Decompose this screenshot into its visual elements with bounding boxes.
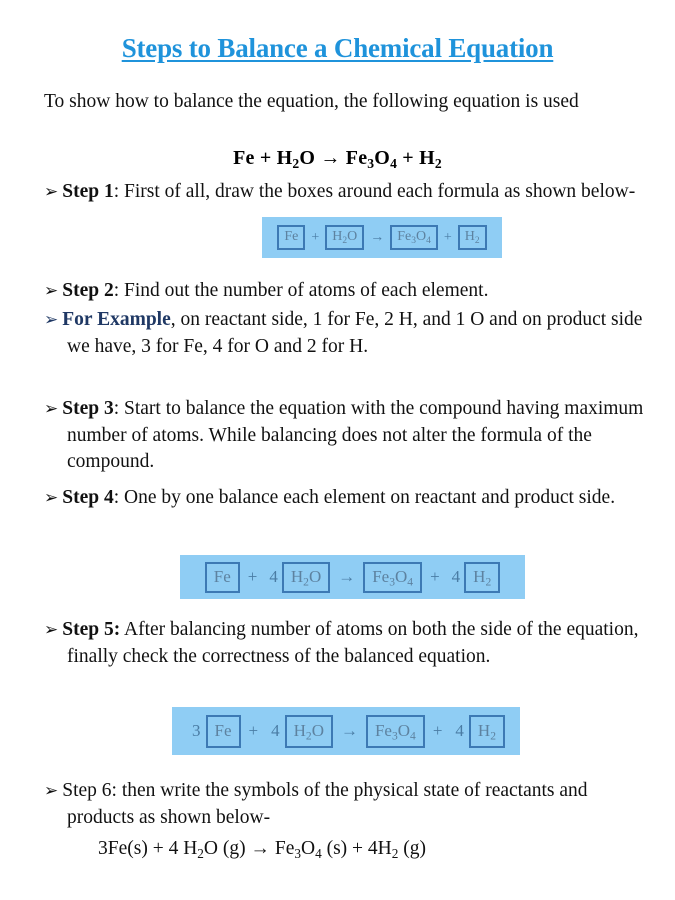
main-eq-reactant-2 (276, 147, 316, 172)
page-title: Steps to Balance a Chemical Equation (121, 33, 554, 63)
h-symbol: H (419, 147, 435, 169)
h-symbol: H (332, 229, 343, 244)
plus-sign: + (443, 229, 452, 245)
o-subscript: 4 (407, 574, 414, 588)
step-item-6 (44, 778, 655, 831)
fe-subscript: 3 (367, 156, 375, 172)
coefficient-fe: 3 (192, 721, 201, 740)
fe-symbol: Fe (214, 720, 232, 740)
fe-subscript: 3 (389, 574, 395, 588)
arrow-bullet-icon: ➢ (44, 781, 59, 800)
boxed-equation-diagram-2 (180, 555, 525, 599)
h-symbol: H (293, 720, 306, 740)
o-symbol: O (347, 229, 358, 244)
fe-symbol: Fe (284, 229, 299, 244)
step-label: Step 4 (62, 487, 114, 508)
plus-sign: + (248, 721, 259, 740)
plus-sign: + (247, 567, 258, 586)
final-eq-part-4: (s) + 4H (321, 838, 392, 859)
step-text: : Start to balance the equation with the compound having maximum number of atoms. While balancing does not alter the formula of the compound. (67, 398, 644, 472)
box-h2 (464, 562, 500, 593)
arrow-bullet-icon: ➢ (44, 620, 59, 639)
box-fe (205, 562, 240, 593)
box-h2o (285, 715, 333, 748)
box-h2 (458, 225, 487, 250)
step-text: : One by one balance each element on reactant and product side. (113, 487, 616, 508)
box-fe3o4 (366, 715, 425, 748)
step-item-3 (44, 396, 665, 476)
coefficient-h2o: 4 (269, 567, 278, 586)
o-symbol: O (374, 147, 391, 169)
arrow-bullet-icon: ➢ (44, 399, 59, 418)
final-eq-sub-2: 3 (294, 845, 301, 861)
step-text: : Find out the number of atoms of each element. (113, 280, 489, 301)
step-item-1 (44, 179, 663, 206)
boxed-equation-diagram-1 (262, 217, 502, 258)
main-eq-reactant-1: Fe (233, 147, 255, 169)
h-symbol: H (290, 566, 304, 586)
box-fe (277, 225, 305, 250)
reaction-arrow: → (370, 229, 385, 245)
arrow-bullet-icon: ➢ (44, 310, 59, 329)
h-subscript: 2 (490, 728, 496, 742)
reaction-arrow: → (338, 567, 356, 586)
step-label: Step 1 (62, 181, 114, 202)
step-text: : First of all, draw the boxes around each formula as shown below- (113, 181, 636, 202)
h-subscript: 2 (485, 574, 492, 588)
arrow-bullet-icon: ➢ (44, 488, 59, 507)
h-symbol: H (473, 566, 486, 586)
final-eq-sub-1: 2 (197, 845, 204, 861)
box-h2 (469, 715, 505, 748)
fe-symbol: Fe (374, 720, 392, 740)
step-item-4 (44, 485, 647, 512)
fe-symbol: Fe (372, 566, 390, 586)
o-subscript: 4 (390, 156, 398, 172)
final-eq-part-3: O (300, 838, 316, 859)
box-h2o (325, 225, 364, 250)
for-example-item (44, 307, 651, 360)
o-symbol: O (299, 147, 316, 169)
o-symbol: O (397, 720, 411, 740)
fe-subscript: 3 (391, 728, 398, 742)
final-eq-part-5: (g) (398, 838, 426, 859)
h-subscript: 2 (292, 156, 300, 172)
fe-subscript: 3 (411, 235, 416, 246)
plus-sign: + (311, 229, 320, 245)
h-symbol: H (477, 720, 491, 740)
intro-paragraph: To show how to balance the equation, the following equation is used (44, 91, 579, 112)
box-h2o (282, 562, 330, 593)
step-item-2 (44, 278, 667, 305)
main-equation (0, 147, 675, 170)
coefficient-h2o: 4 (271, 721, 280, 740)
h-subscript: 2 (474, 235, 480, 246)
h-subscript: 2 (434, 156, 442, 172)
o-symbol: O (311, 720, 324, 740)
arrow-bullet-icon: ➢ (44, 281, 59, 300)
o-subscript: 4 (426, 235, 431, 246)
main-eq-plus-2: + (402, 147, 414, 169)
box-fe (206, 715, 241, 748)
h-symbol: H (276, 147, 293, 169)
main-eq-plus-1: + (259, 147, 272, 169)
step-text: After balancing number of atoms on both the side of the equation, finally check the correctness of the balanced equation. (67, 619, 639, 667)
o-symbol: O (395, 566, 408, 586)
main-eq-product-1 (345, 147, 398, 172)
step-label: Step 2 (62, 280, 114, 301)
o-symbol: O (308, 566, 322, 586)
step-label: Step 3 (62, 398, 114, 419)
o-symbol: O (416, 229, 427, 244)
for-example-label: For Example (62, 309, 171, 330)
plus-sign: + (430, 567, 440, 586)
step-text: then write the symbols of the physical state of reactants and products as shown below- (67, 780, 588, 828)
final-eq-sub-3: 4 (315, 845, 322, 861)
final-eq-sub-4: 2 (391, 845, 399, 861)
boxed-equation-diagram-3 (172, 707, 520, 755)
h-subscript: 2 (305, 728, 312, 742)
fe-symbol: Fe (213, 566, 231, 586)
final-state-equation (98, 836, 426, 862)
arrow-bullet-icon: ➢ (44, 182, 59, 201)
reaction-arrow: → (340, 721, 358, 740)
coefficient-h2: 4 (451, 567, 461, 586)
h-subscript: 2 (303, 574, 309, 588)
fe-symbol: Fe (345, 147, 368, 169)
fe-symbol: Fe (397, 229, 412, 244)
main-eq-arrow: → (320, 147, 341, 169)
box-fe3o4 (390, 225, 438, 250)
main-eq-product-2 (419, 147, 442, 172)
final-eq-part-1: 3Fe(s) + 4 H (98, 838, 198, 859)
final-eq-part-2: O (g) → Fe (203, 838, 295, 859)
coefficient-h2: 4 (455, 721, 464, 740)
plus-sign: + (432, 721, 443, 740)
box-fe3o4 (363, 562, 422, 593)
o-subscript: 4 (410, 728, 416, 742)
step-label: Step 5: (62, 619, 121, 640)
h-symbol: H (464, 229, 475, 244)
h-subscript: 2 (342, 235, 348, 246)
for-example-text: , on reactant side, 1 for Fe, 2 H, and 1 O and on product side we have, 3 for Fe, 4 for O and 2 for H. (67, 309, 643, 357)
step-label: Step 6: (62, 780, 117, 801)
step-item-5 (44, 617, 659, 670)
